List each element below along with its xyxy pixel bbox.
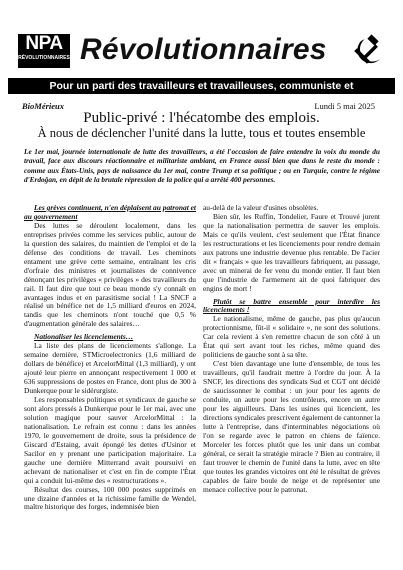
body-paragraph: C'est bien davantage une lutte d'ensemble, de tous les travailleurs, qu'il faudrait mettre à l'ordre du jour. À la SNCF, les directions des syndicats Sud et CGT ont décidé de saucissonner le combat : un jour pour les agents de conduite, un autre pour les contrôleurs, encore un autre pour les aiguilleurs. Dans les usines qui licencient, les directions syndicales prescrivent également de cantonner la lutte à l'entreprise, dans d'interminables négociations où l'on se regarde avec le patron en chiens de faïence. Morceler les forces plutôt que les unir dans un combat général, ce serait la stratégie miracle ? Bien au contraire, il faut trouver le chemin de l'unité dans la lutte, avec en tête que toutes les grandes victoires ont été le résultat de grèves capables de faire boule de neige et de représenter une menace collective pour le patronat. <box>203 359 380 494</box>
body-paragraph: La liste des plans de licenciements s'allonge. La semaine dernière, STMicroelectronics (1,6 milliard de dollars de bénéfice) et ArcelorMittal (1,3 milliard), y ont ajouté leur pierre en annonçant respectivement 1 000 et 636 suppressions de postes en France, dont plus de 300 à Dunkerque pour le sidérurgiste. <box>24 341 196 396</box>
body-paragraph: Résultat des courses, 100 000 postes supprimés en une dizaine d'années et la richissime famille de Wendel, maître historique des forges, indemnisée bien <box>24 484 196 512</box>
hammer-sickle-icon <box>352 32 388 68</box>
body-paragraph: Les responsables politiques et syndicaux de gauche se sont alors pressés à Dunkerque pour le 1er mai, avec une solution magique pour sauver ArcelorMittal : la nationalisation. Le refrain est connu : dans les années 1970, le gouvernement de droite, sous la présidence de Giscard d'Estaing, avait épongé les dettes d'Usinor et Sacilor en y prenant une participation majoritaire. La gauche une dernière Mitterrand avait poursuivi en achevant de nationaliser et c'est en fin de compte l'État qui a conduit lui-même des « restructurations ». <box>24 395 196 485</box>
section-heading: Plutôt se battre ensemble pour interdire les licenciements ! <box>203 296 380 315</box>
npa-logo <box>18 34 70 68</box>
section-heading: Les grèves continuent, n'en déplaisent au patronat et au gouvernement <box>24 203 196 221</box>
issue-date: Lundi 5 mai 2025 <box>314 101 375 111</box>
logo-main: NPA <box>25 33 63 54</box>
tagline: Pour un parti des travailleurs et travailleuses, communiste et internationaliste <box>8 78 395 94</box>
body-paragraph: Des luttes se déroulent localement, dans les entreprises privées comme les services public, autour de la question des salaires, du maintien de l'emploi et de la défense des conditions de travail. Les cheminots entament une grève cette semaine, entraînant les cris d'orfraie des ministres et journalistes de connivence dénonçant les privilèges « privilèges » des travailleurs du rail. Il faut dire que tout ce beau monde s'y connaît en avantages indus et en parasitisme social ! La SNCF a réalisé un bénéfice net de 1,5 milliard d'euros en 2024, tandis que les cheminots n'ont touché que 0,5 % d'augmentation générale des salaires… <box>24 220 196 329</box>
body-paragraph: Le nationalisme, même de gauche, pas plus qu'aucun protectionnisme, fût-il « solidaire », ne sont des solutions. Car cela revient à s'en remettre chacun de son côté à un État qui sert avant tout les riches, même quand des politiciens de gauche sont à sa tête. <box>203 314 380 360</box>
masthead <box>8 28 395 78</box>
left-column <box>24 204 196 512</box>
intro-paragraph: Le 1er mai, journée internationale de lutte des travailleurs, a été l'occasion de faire entendre la voix du monde du travail, face aux discours réactionnaire et militariste ambiant, en France aussi bien que dans le reste du monde : comme aux États-Unis, pays de naissance du 1er mai, contre Trump et sa politique ; ou en Turquie, contre le régime d'Erdoğan, en dépit de la brutale répression de la police qui a arrêté 400 personnes. <box>24 147 380 184</box>
logo-sub: RÉVOLUTIONNAIRES <box>18 55 70 61</box>
headline: Public-privé : l'hécatombe des emplois. <box>83 110 320 126</box>
body-paragraph: Bien sûr, les Ruffin, Tondelier, Faure et Trouvé jurent que la nationalisation permettra de sauver les emplois. Mais ce qu'ils veulent, c'est seulement que l'État finance les restructurations et les licenciements pour rendre demain aux patrons une industrie devenue plus rentable. De l'acier dit « français » que les travailleurs fabriquent, au passage, avec un minerai de fer venu du monde entier. Il faut bien que l'industrie de l'armement ait de quoi fabriquer des engins de mort ! <box>203 211 380 293</box>
newspaper-title: Révolutionnaires <box>80 33 327 66</box>
right-column <box>203 204 380 495</box>
subheadline: À nous de déclencher l'unité dans la lutte, tous et toutes ensemble <box>37 126 366 140</box>
section-heading: Nationaliser les licenciements… <box>34 332 134 342</box>
company-label: BioMérieux <box>22 101 65 111</box>
body-paragraph: au-delà de la valeur d'usines obsolètes. <box>203 203 319 212</box>
